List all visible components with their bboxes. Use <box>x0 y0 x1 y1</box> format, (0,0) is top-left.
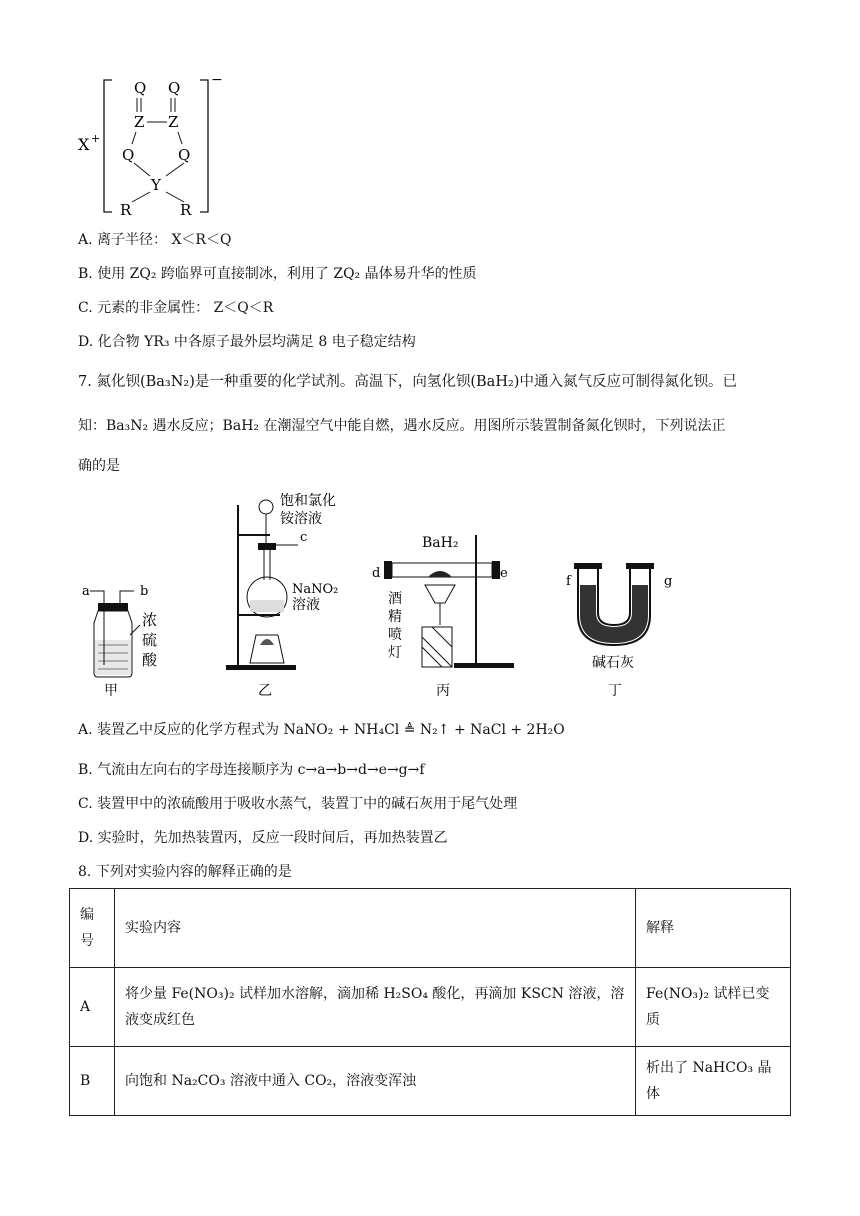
ding-end-f: f <box>566 574 571 589</box>
row-b-id: B <box>70 1047 115 1116</box>
yi-top-label-2: 铵溶液 <box>280 511 322 527</box>
table-header-row <box>70 889 791 968</box>
bing-lamp-4: 灯 <box>388 645 402 661</box>
bing-lamp-3: 喷 <box>388 627 402 643</box>
q7-stem-line2: 知：Ba₃N₂ 遇水反应；BaH₂ 在潮湿空气中能自燃，遇水反应。用图所示装置制备氮化钡时，下列说法正 <box>78 418 726 434</box>
header-explain: 解释 <box>636 889 791 968</box>
caption-bing: 丙 <box>436 683 450 699</box>
q7-option-d: D. 实验时，先加热装置丙，反应一段时间后，再加热装置乙 <box>78 830 448 846</box>
header-content: 实验内容 <box>115 889 636 968</box>
row-a-content: 将少量 Fe(NO₃)₂ 试样加水溶解，滴加稀 H₂SO₄ 酸化，再滴加 KSCN 溶液，溶液变成红色 <box>115 968 636 1047</box>
row-b-content: 向饱和 Na₂CO₃ 溶液中通入 CO₂，溶液变浑浊 <box>115 1047 636 1116</box>
atom-q3: Q <box>122 146 135 164</box>
bing-lamp-1: 酒 <box>388 591 402 607</box>
q7-option-a: A. 装置乙中反应的化学方程式为 NaNO₂ + NH₄Cl ≜ N₂↑ + NaCl + 2H₂O <box>78 722 565 738</box>
bing-end-d: d <box>372 566 381 581</box>
atom-z2: Z <box>168 113 179 131</box>
row-a-explain: Fe(NO₃)₂ 试样已变质 <box>636 968 791 1047</box>
jia-reagent-3: 酸 <box>142 651 158 669</box>
q6-option-c: C. 元素的非金属性： Z＜Q＜R <box>78 300 274 316</box>
q8-stem: 8. 下列对实验内容的解释正确的是 <box>78 864 292 880</box>
anion-charge: − <box>211 72 223 88</box>
ding-end-g: g <box>664 574 673 589</box>
q7-stem-line3: 确的是 <box>78 458 120 474</box>
table-row <box>70 1047 791 1116</box>
yi-flask-label-1: NaNO₂ <box>292 582 339 597</box>
atom-r1: R <box>120 201 132 219</box>
jia-letter-b: b <box>140 584 149 599</box>
apparatus-figure <box>70 485 790 700</box>
q7-stem-line1: 7. 氮化钡(Ba₃N₂)是一种重要的化学试剂。高温下，向氢化钡(BaH₂)中通入氮气反应可制得氮化钡。已 <box>78 374 737 390</box>
anion-structure-diagram <box>60 70 260 220</box>
bing-reagent: BaH₂ <box>422 535 459 551</box>
yi-top-label-1: 饱和氯化 <box>280 493 336 509</box>
apparatus-yi <box>226 493 338 699</box>
jia-letter-a: a <box>82 584 90 599</box>
ding-reagent: 碱石灰 <box>592 655 634 671</box>
q8-table <box>69 888 791 1116</box>
table-row <box>70 968 791 1047</box>
atom-q1: Q <box>134 79 147 97</box>
q6-option-d: D. 化合物 YR₃ 中各原子最外层均满足 8 电子稳定结构 <box>78 334 416 350</box>
cation-symbol: X <box>78 135 90 154</box>
q6-option-b: B. 使用 ZQ₂ 跨临界可直接制冰，利用了 ZQ₂ 晶体易升华的性质 <box>78 266 477 282</box>
apparatus-jia <box>82 584 158 699</box>
bing-end-e: e <box>500 566 508 581</box>
row-a-id: A <box>70 968 115 1047</box>
apparatus-ding <box>566 563 672 699</box>
atom-q4: Q <box>178 146 191 164</box>
jia-reagent-2: 硫 <box>142 631 158 649</box>
caption-jia: 甲 <box>104 683 118 699</box>
atom-z1: Z <box>134 113 145 131</box>
atom-y: Y <box>151 176 161 194</box>
atom-r2: R <box>180 201 192 219</box>
caption-yi: 乙 <box>258 683 272 699</box>
q7-option-b: B. 气流由左向右的字母连接顺序为 c→a→b→d→e→g→f <box>78 762 425 778</box>
jia-reagent-1: 浓 <box>142 611 158 629</box>
bing-lamp-2: 精 <box>388 609 402 625</box>
apparatus-bing <box>372 535 514 699</box>
row-b-explain: 析出了 NaHCO₃ 晶体 <box>636 1047 791 1116</box>
cation-charge: + <box>91 132 101 145</box>
yi-flask-label-2: 溶液 <box>292 597 320 613</box>
atom-q2: Q <box>168 79 181 97</box>
q7-option-c: C. 装置甲中的浓硫酸用于吸收水蒸气，装置丁中的碱石灰用于尾气处理 <box>78 796 518 812</box>
header-id: 编号 <box>70 889 115 968</box>
q6-option-a: A. 离子半径： X＜R＜Q <box>78 232 232 248</box>
caption-ding: 丁 <box>608 683 622 699</box>
yi-outlet-c: c <box>300 530 308 545</box>
